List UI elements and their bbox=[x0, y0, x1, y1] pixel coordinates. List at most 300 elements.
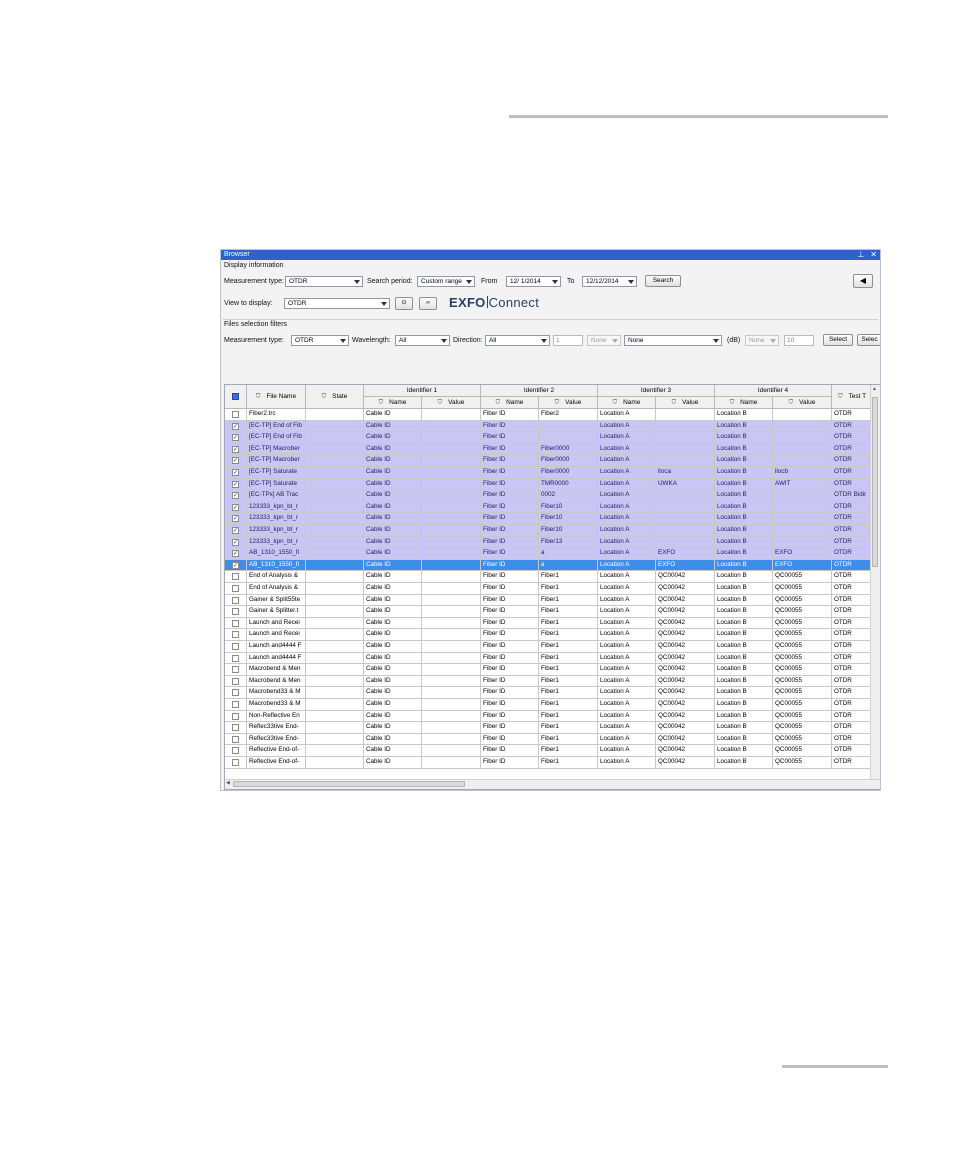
select-button[interactable]: Select bbox=[823, 334, 853, 346]
cell-n3: Location A bbox=[598, 455, 656, 467]
search-button[interactable]: Search bbox=[645, 275, 681, 287]
checkbox-checked-icon[interactable]: ✓ bbox=[233, 446, 239, 453]
checkbox-icon[interactable] bbox=[232, 620, 239, 627]
cell-v2: Fiber1 bbox=[539, 571, 598, 583]
table-row[interactable] bbox=[225, 421, 873, 433]
header-test-type[interactable] bbox=[832, 385, 873, 409]
checkbox-checked-icon[interactable]: ✓ bbox=[233, 528, 239, 534]
table-row[interactable] bbox=[225, 711, 873, 723]
cell-v4: EXFO bbox=[773, 560, 832, 572]
cell-v1 bbox=[422, 409, 481, 421]
cell-v1 bbox=[422, 606, 481, 618]
cell-n3: Location A bbox=[598, 664, 656, 676]
db-operator-value: None bbox=[749, 337, 765, 344]
cell-test: OTDR bbox=[832, 641, 873, 653]
cell-v1 bbox=[422, 734, 481, 746]
cell-n3: Location A bbox=[598, 734, 656, 746]
filter-measurement-type-combo[interactable] bbox=[291, 335, 349, 346]
cell-n2: Fiber ID bbox=[481, 676, 539, 688]
header-identifier-1: Identifier 1 bbox=[364, 385, 481, 397]
cell-v3: QC00042 bbox=[656, 583, 715, 595]
checkbox-checked-icon[interactable]: ✓ bbox=[233, 504, 239, 511]
filter-icon[interactable]: ⛉ bbox=[255, 394, 261, 400]
table-row[interactable] bbox=[225, 687, 873, 699]
cell-n4: Location B bbox=[715, 583, 773, 595]
table-row[interactable] bbox=[225, 641, 873, 653]
table-row[interactable] bbox=[225, 502, 873, 514]
operator-value: None bbox=[591, 337, 607, 344]
dropdown-arrow-icon bbox=[354, 280, 360, 284]
cell-file: [EC-TP] Macrober bbox=[247, 455, 306, 467]
header-value-label: Value bbox=[448, 399, 465, 406]
table-row[interactable] bbox=[225, 432, 873, 444]
cell-v2: Fiber0000 bbox=[539, 455, 598, 467]
header-id3-value[interactable] bbox=[656, 397, 715, 409]
cell-test: OTDR bbox=[832, 757, 873, 769]
table-row[interactable] bbox=[225, 606, 873, 618]
cell-n4: Location B bbox=[715, 455, 773, 467]
header-test-type-label: Test T bbox=[848, 393, 867, 400]
table-row[interactable] bbox=[225, 664, 873, 676]
cell-n3: Location A bbox=[598, 444, 656, 456]
cell-file: Launch and4444 F bbox=[247, 653, 306, 665]
cell-v1 bbox=[422, 525, 481, 537]
checkbox-checked-icon[interactable]: ✓ bbox=[233, 562, 239, 569]
cell-v1 bbox=[422, 583, 481, 595]
filter-icon[interactable]: ⛉ bbox=[612, 400, 618, 406]
cell-v2: TMR0000 bbox=[539, 479, 598, 491]
checkbox-icon[interactable] bbox=[232, 608, 239, 615]
cell-file: AB_1310_1550_fi bbox=[247, 548, 306, 560]
table-row[interactable] bbox=[225, 571, 873, 583]
header-select-all[interactable] bbox=[225, 385, 247, 409]
vertical-scroll-thumb[interactable] bbox=[872, 397, 878, 567]
row-checkbox-cell bbox=[225, 432, 247, 444]
cell-n1: Cable ID bbox=[364, 479, 422, 491]
cell-v2: Fiber1 bbox=[539, 699, 598, 711]
cell-v2: Fiber1 bbox=[539, 757, 598, 769]
header-id3-name[interactable] bbox=[598, 397, 656, 409]
header-name-label: Name bbox=[623, 399, 641, 406]
cell-test: OTDR bbox=[832, 479, 873, 491]
checkbox-icon[interactable] bbox=[232, 631, 239, 638]
measurement-type-combo[interactable] bbox=[285, 276, 363, 287]
cell-n3: Location A bbox=[598, 757, 656, 769]
clear-filter-button[interactable] bbox=[419, 297, 437, 310]
cell-v1 bbox=[422, 537, 481, 549]
cell-test: OTDR bbox=[832, 409, 873, 421]
cell-n1: Cable ID bbox=[364, 722, 422, 734]
cell-v4: QC00055 bbox=[773, 629, 832, 641]
header-file-name[interactable] bbox=[247, 385, 306, 409]
cell-v4: AWIT bbox=[773, 479, 832, 491]
header-id2-value[interactable] bbox=[539, 397, 598, 409]
cell-v4 bbox=[773, 409, 832, 421]
table-row[interactable] bbox=[225, 548, 873, 560]
checkbox-icon[interactable] bbox=[232, 689, 239, 696]
table-row[interactable] bbox=[225, 757, 873, 769]
state-cell bbox=[306, 687, 364, 699]
state-cell bbox=[306, 606, 364, 618]
checkbox-icon[interactable] bbox=[232, 585, 239, 592]
state-cell bbox=[306, 699, 364, 711]
cell-file: Reflective End-of- bbox=[247, 745, 306, 757]
table-row[interactable] bbox=[225, 583, 873, 595]
filter-value-input[interactable]: 1 bbox=[553, 335, 583, 346]
cell-file: 123333_kpn_bt_r bbox=[247, 525, 306, 537]
cell-file: End of Analysis & bbox=[247, 571, 306, 583]
checkbox-checked-icon[interactable]: ✓ bbox=[233, 470, 239, 476]
cell-file: 123333_kpn_bt_r bbox=[247, 513, 306, 525]
collapse-button[interactable] bbox=[853, 274, 873, 288]
checkbox-checked-icon[interactable]: ✓ bbox=[233, 551, 239, 558]
close-icon[interactable]: ✕ bbox=[870, 250, 877, 259]
filter-measurement-type-value: OTDR bbox=[295, 337, 314, 344]
cell-test: OTDR bbox=[832, 525, 873, 537]
cell-v1 bbox=[422, 560, 481, 572]
dropdown-arrow-icon bbox=[552, 280, 558, 284]
table-row[interactable] bbox=[225, 467, 873, 479]
checkbox-icon[interactable] bbox=[232, 701, 239, 708]
direction-label: Direction: bbox=[453, 337, 483, 344]
header-id4-name[interactable] bbox=[715, 397, 773, 409]
search-period-combo[interactable] bbox=[417, 276, 475, 287]
cell-test: OTDR bbox=[832, 548, 873, 560]
cell-v2: Fiber10 bbox=[539, 513, 598, 525]
table-row[interactable] bbox=[225, 618, 873, 630]
cell-n1: Cable ID bbox=[364, 421, 422, 433]
cell-test: OTDR bbox=[832, 664, 873, 676]
cell-n4: Location B bbox=[715, 409, 773, 421]
cell-test: OTDR bbox=[832, 745, 873, 757]
cell-n4: Location B bbox=[715, 432, 773, 444]
filter-measurement-type-label: Measurement type: bbox=[224, 337, 284, 344]
checkbox-icon[interactable] bbox=[232, 747, 239, 754]
cell-v1 bbox=[422, 595, 481, 607]
cell-n3: Location A bbox=[598, 479, 656, 491]
table-row[interactable] bbox=[225, 479, 873, 491]
cell-v4 bbox=[773, 490, 832, 502]
checkbox-checked-icon[interactable]: ✓ bbox=[233, 539, 239, 546]
cell-v3: EXFO bbox=[656, 548, 715, 560]
db-value-input[interactable]: 10 bbox=[784, 335, 814, 346]
db-operator-combo[interactable] bbox=[745, 335, 779, 346]
cell-n1: Cable ID bbox=[364, 618, 422, 630]
to-label: To bbox=[567, 278, 575, 285]
state-cell bbox=[306, 502, 364, 514]
filter-icon[interactable]: ⛉ bbox=[495, 400, 501, 406]
cell-v3 bbox=[656, 409, 715, 421]
cell-v1 bbox=[422, 618, 481, 630]
cell-v1 bbox=[422, 479, 481, 491]
table-row[interactable] bbox=[225, 699, 873, 711]
row-checkbox-cell bbox=[225, 629, 247, 641]
horizontal-scroll-thumb[interactable] bbox=[233, 781, 465, 787]
cell-v2: Fiber10 bbox=[539, 502, 598, 514]
cell-file: [EC-TP] Macrober bbox=[247, 444, 306, 456]
state-cell bbox=[306, 432, 364, 444]
table-row[interactable] bbox=[225, 595, 873, 607]
filter-icon[interactable]: ⛉ bbox=[378, 400, 384, 406]
filter-icon[interactable]: ⛉ bbox=[837, 394, 843, 400]
checkbox-icon[interactable] bbox=[232, 643, 239, 650]
checkbox-checked-icon[interactable]: ✓ bbox=[233, 493, 239, 500]
cell-v1 bbox=[422, 699, 481, 711]
header-value-label: Value bbox=[682, 399, 699, 406]
table-row[interactable] bbox=[225, 455, 873, 467]
state-cell bbox=[306, 629, 364, 641]
cell-n4: Location B bbox=[715, 734, 773, 746]
cell-n4: Location B bbox=[715, 571, 773, 583]
filter-icon[interactable]: ⛉ bbox=[788, 400, 794, 406]
cell-n1: Cable ID bbox=[364, 711, 422, 723]
checkbox-icon[interactable] bbox=[232, 655, 239, 662]
state-cell bbox=[306, 467, 364, 479]
table-row[interactable] bbox=[225, 629, 873, 641]
checkbox-checked-icon[interactable]: ✓ bbox=[233, 481, 239, 488]
row-checkbox-cell bbox=[225, 467, 247, 479]
cell-file: Macrobend & Men bbox=[247, 664, 306, 676]
scroll-up-icon[interactable]: ▲ bbox=[872, 386, 877, 392]
cell-v4: QC00055 bbox=[773, 734, 832, 746]
table-row[interactable] bbox=[225, 525, 873, 537]
cell-v1 bbox=[422, 421, 481, 433]
checkbox-checked-icon[interactable]: ✓ bbox=[233, 458, 239, 465]
select-all-checkbox-icon[interactable] bbox=[232, 393, 239, 400]
table-row[interactable] bbox=[225, 653, 873, 665]
row-checkbox-cell bbox=[225, 421, 247, 433]
cell-test: OTDR bbox=[832, 722, 873, 734]
horizontal-scrollbar[interactable] bbox=[225, 779, 880, 789]
view-to-display-label: View to display: bbox=[224, 300, 273, 307]
window-titlebar bbox=[221, 250, 880, 260]
cell-file: Gainer & Split55te bbox=[247, 595, 306, 607]
filter-icon[interactable]: ⛉ bbox=[671, 400, 677, 406]
cell-v4 bbox=[773, 537, 832, 549]
dropdown-arrow-icon bbox=[381, 302, 387, 306]
filter-icon[interactable]: ⛉ bbox=[437, 400, 443, 406]
checkbox-icon[interactable] bbox=[232, 573, 239, 580]
cell-v4 bbox=[773, 444, 832, 456]
cell-v4: QC00055 bbox=[773, 699, 832, 711]
view-to-display-value: OTDR bbox=[288, 300, 307, 307]
cell-file: [EC-TP] Saturate bbox=[247, 467, 306, 479]
cell-n4: Location B bbox=[715, 757, 773, 769]
cell-v3 bbox=[656, 455, 715, 467]
checkbox-icon[interactable] bbox=[232, 724, 239, 731]
state-cell bbox=[306, 734, 364, 746]
table-row[interactable] bbox=[225, 490, 873, 502]
cell-v3 bbox=[656, 525, 715, 537]
cell-n1: Cable ID bbox=[364, 629, 422, 641]
cell-n4: Location B bbox=[715, 421, 773, 433]
header-id4-value[interactable] bbox=[773, 397, 832, 409]
view-to-display-combo[interactable] bbox=[284, 298, 390, 309]
pin-icon[interactable]: ⊥ bbox=[857, 250, 865, 259]
cell-n2: Fiber ID bbox=[481, 699, 539, 711]
cell-n2: Fiber ID bbox=[481, 618, 539, 630]
cell-n2: Fiber ID bbox=[481, 687, 539, 699]
cell-v3: QC00042 bbox=[656, 745, 715, 757]
state-cell bbox=[306, 653, 364, 665]
cell-n4: Location B bbox=[715, 618, 773, 630]
header-state[interactable] bbox=[306, 385, 364, 409]
cell-n3: Location A bbox=[598, 641, 656, 653]
cell-v2: a bbox=[539, 548, 598, 560]
table-row[interactable] bbox=[225, 537, 873, 549]
cell-n4: Location B bbox=[715, 653, 773, 665]
header-state-label: State bbox=[332, 393, 348, 400]
cell-n1: Cable ID bbox=[364, 676, 422, 688]
cell-v2: Fiber2 bbox=[539, 409, 598, 421]
cell-v4: QC00055 bbox=[773, 676, 832, 688]
cell-file: Launch and4444 F bbox=[247, 641, 306, 653]
row-checkbox-cell bbox=[225, 722, 247, 734]
display-info-section: Display information bbox=[224, 262, 284, 269]
scroll-left-icon[interactable]: ◀ bbox=[226, 780, 230, 786]
cell-v2: Fiber1 bbox=[539, 711, 598, 723]
cell-n2: Fiber ID bbox=[481, 734, 539, 746]
table-row[interactable] bbox=[225, 676, 873, 688]
state-cell bbox=[306, 479, 364, 491]
table-row[interactable] bbox=[225, 513, 873, 525]
header-id1-value[interactable] bbox=[422, 397, 481, 409]
cell-test: OTDR bbox=[832, 734, 873, 746]
cell-v1 bbox=[422, 502, 481, 514]
table-row[interactable] bbox=[225, 745, 873, 757]
to-date-picker[interactable] bbox=[582, 276, 637, 287]
cell-v3 bbox=[656, 432, 715, 444]
checkbox-icon[interactable] bbox=[232, 597, 239, 604]
row-checkbox-cell bbox=[225, 479, 247, 491]
cell-n4: Location B bbox=[715, 560, 773, 572]
checkbox-icon[interactable] bbox=[232, 678, 239, 685]
checkbox-icon[interactable] bbox=[232, 759, 239, 766]
select-button-2[interactable]: Selec bbox=[857, 334, 881, 346]
row-checkbox-cell bbox=[225, 583, 247, 595]
cell-n3: Location A bbox=[598, 722, 656, 734]
cell-v1 bbox=[422, 548, 481, 560]
logo-connect: Connect bbox=[488, 295, 540, 310]
cell-n2: Fiber ID bbox=[481, 537, 539, 549]
checkbox-icon[interactable] bbox=[232, 411, 239, 418]
cell-n3: Location A bbox=[598, 467, 656, 479]
cell-test: OTDR bbox=[832, 502, 873, 514]
logo-separator bbox=[487, 296, 488, 308]
grid-header bbox=[225, 385, 871, 409]
state-cell bbox=[306, 548, 364, 560]
cell-n4: Location B bbox=[715, 699, 773, 711]
cell-n4: Location B bbox=[715, 537, 773, 549]
row-checkbox-cell bbox=[225, 548, 247, 560]
table-row[interactable] bbox=[225, 734, 873, 746]
cell-file: Macrobend & Men bbox=[247, 676, 306, 688]
cell-v3: QC00042 bbox=[656, 699, 715, 711]
cell-test: OTDR bbox=[832, 513, 873, 525]
table-row[interactable] bbox=[225, 444, 873, 456]
cell-v2: Fiber13 bbox=[539, 537, 598, 549]
db-label: (dB) bbox=[727, 337, 741, 344]
cell-n4: Location B bbox=[715, 745, 773, 757]
header-id2-name[interactable] bbox=[481, 397, 539, 409]
state-cell bbox=[306, 618, 364, 630]
refresh-button[interactable] bbox=[395, 297, 413, 310]
to-date-value: 12/12/2014 bbox=[586, 278, 619, 285]
cell-v2: Fiber0000 bbox=[539, 467, 598, 479]
from-label: From bbox=[481, 278, 498, 285]
filter-icon[interactable]: ⛉ bbox=[554, 400, 560, 406]
cell-test: OTDR bbox=[832, 618, 873, 630]
cell-v3: QC00042 bbox=[656, 653, 715, 665]
operator-combo[interactable] bbox=[587, 335, 621, 346]
cell-n4: Location B bbox=[715, 525, 773, 537]
cell-v1 bbox=[422, 676, 481, 688]
row-checkbox-cell bbox=[225, 606, 247, 618]
cell-n1: Cable ID bbox=[364, 734, 422, 746]
cell-v2: Fiber1 bbox=[539, 745, 598, 757]
table-row[interactable] bbox=[225, 409, 873, 421]
header-id1-name[interactable] bbox=[364, 397, 422, 409]
row-checkbox-cell bbox=[225, 502, 247, 514]
wavelength-value: All bbox=[399, 337, 407, 344]
cell-v3: lloca bbox=[656, 467, 715, 479]
cell-n3: Location A bbox=[598, 421, 656, 433]
vertical-scrollbar[interactable] bbox=[870, 385, 880, 780]
cell-v3: QC00042 bbox=[656, 571, 715, 583]
cell-v1 bbox=[422, 687, 481, 699]
cell-n2: Fiber ID bbox=[481, 432, 539, 444]
cell-v1 bbox=[422, 513, 481, 525]
cell-file: Reflec33tive End- bbox=[247, 734, 306, 746]
direction-combo[interactable] bbox=[485, 335, 550, 346]
state-cell bbox=[306, 745, 364, 757]
cell-v1 bbox=[422, 664, 481, 676]
cell-n1: Cable ID bbox=[364, 502, 422, 514]
filter-icon[interactable]: ⛉ bbox=[729, 400, 735, 406]
cell-v2: Fiber0000 bbox=[539, 444, 598, 456]
from-date-picker[interactable] bbox=[506, 276, 561, 287]
table-row[interactable] bbox=[225, 560, 873, 572]
table-row[interactable] bbox=[225, 722, 873, 734]
cell-n4: Location B bbox=[715, 629, 773, 641]
cell-file: Macrobend33 & M bbox=[247, 699, 306, 711]
wavelength-combo[interactable] bbox=[395, 335, 450, 346]
checkbox-icon[interactable] bbox=[232, 736, 239, 743]
cell-n2: Fiber ID bbox=[481, 560, 539, 572]
wavelength-label: Wavelength: bbox=[352, 337, 391, 344]
cell-n4: Location B bbox=[715, 479, 773, 491]
header-rule bbox=[509, 115, 888, 118]
checkbox-icon[interactable] bbox=[232, 713, 239, 720]
cell-v4 bbox=[773, 421, 832, 433]
cell-v2: Fiber1 bbox=[539, 676, 598, 688]
cell-n2: Fiber ID bbox=[481, 513, 539, 525]
row-checkbox-cell bbox=[225, 745, 247, 757]
checkbox-checked-icon[interactable]: ✓ bbox=[233, 435, 239, 442]
header-name-label: Name bbox=[740, 399, 758, 406]
cell-n2: Fiber ID bbox=[481, 409, 539, 421]
checkbox-checked-icon[interactable]: ✓ bbox=[233, 516, 239, 523]
checkbox-icon[interactable] bbox=[232, 666, 239, 673]
filter-icon[interactable]: ⛉ bbox=[321, 394, 327, 400]
checkbox-checked-icon[interactable]: ✓ bbox=[233, 423, 239, 430]
cell-n3: Location A bbox=[598, 560, 656, 572]
cell-v1 bbox=[422, 467, 481, 479]
cell-v4: QC00055 bbox=[773, 653, 832, 665]
cell-n1: Cable ID bbox=[364, 653, 422, 665]
cell-v2 bbox=[539, 421, 598, 433]
event-type-combo[interactable] bbox=[624, 335, 722, 346]
